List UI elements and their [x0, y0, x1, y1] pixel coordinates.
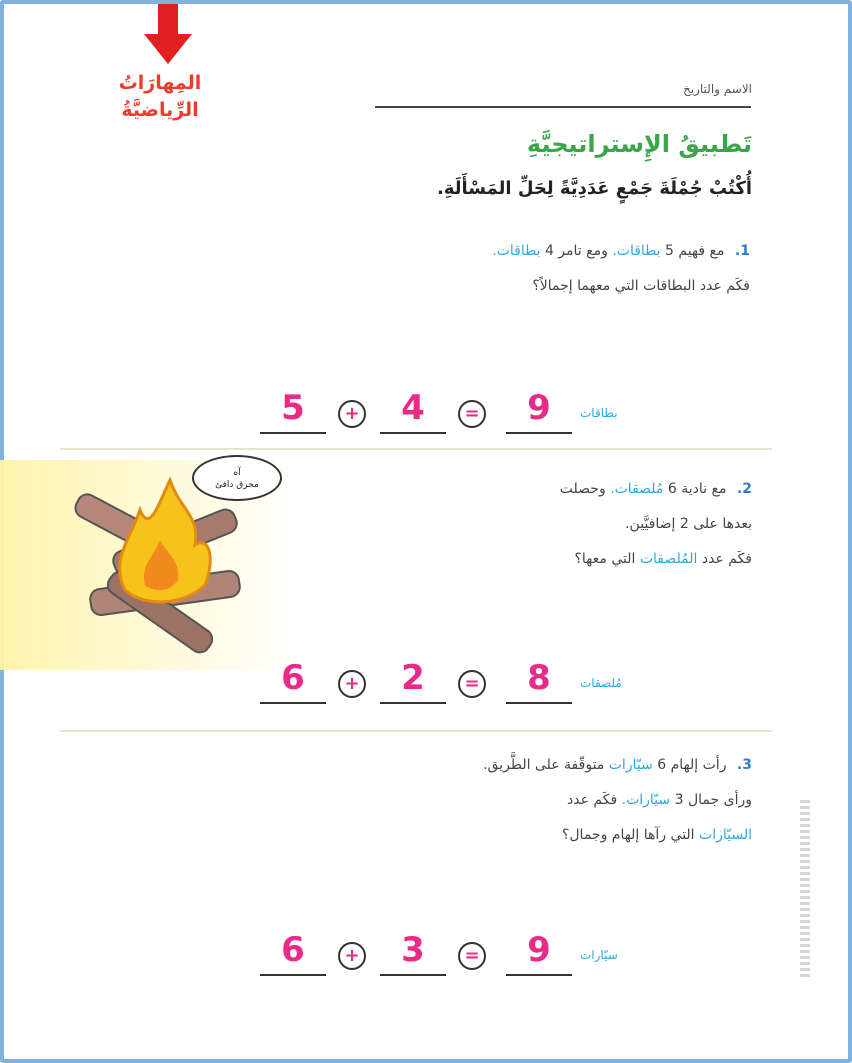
keyword: بطاقات. [612, 243, 661, 259]
plus-sign: + [338, 670, 366, 698]
answer-blank[interactable]: 8 [506, 658, 572, 704]
speech-bubble [192, 455, 282, 501]
keyword: المُلصقات [639, 551, 698, 567]
keyword: بطاقات. [492, 243, 541, 259]
problem-text: وحصلت [559, 481, 606, 497]
problem-3-text [330, 748, 752, 853]
answer-blank[interactable]: 9 [506, 930, 572, 976]
problem-2-text [420, 472, 752, 577]
equation-3 [260, 930, 760, 980]
problem-text: ورأى جمال 3 [674, 792, 752, 808]
problem-text: التي رآها إلهام وجمال؟ [561, 827, 695, 843]
keyword: سيّارات [608, 757, 653, 773]
unit-label: مُلصقات [580, 676, 622, 690]
equals-sign: = [458, 670, 486, 698]
problem-text: مع فهيم 5 [665, 243, 725, 259]
problem-text: رأت إلهام 6 [657, 757, 727, 773]
problem-text: فكَم عدد البطاقات التي معهما إجمالاً؟ [532, 278, 750, 294]
problem-text: فكَم عدد [567, 792, 618, 808]
plus-sign: + [338, 942, 366, 970]
answer-blank[interactable]: 9 [506, 388, 572, 434]
bubble-text: آه [233, 468, 241, 478]
answer-blank[interactable]: 5 [260, 388, 326, 434]
problem-text: مع نادية 6 [667, 481, 727, 497]
equals-sign: = [458, 400, 486, 428]
plus-sign: + [338, 400, 366, 428]
practice-label-line1: المِهارَاتُ [118, 72, 202, 94]
bubble-text: محرق دافئ [215, 480, 259, 490]
problem-number: 3. [736, 757, 752, 773]
equation-1 [260, 388, 760, 438]
problem-1-text [300, 234, 750, 304]
problem-text: بعدها على 2 إضافيَّين. [625, 516, 752, 532]
equals-sign: = [458, 942, 486, 970]
answer-blank[interactable]: 3 [380, 930, 446, 976]
page-title: تَطبيقُ الإِستراتيجيَّةِ [526, 130, 752, 158]
problem-text: فكَم عدد [701, 551, 752, 567]
answer-blank[interactable]: 6 [260, 658, 326, 704]
copyright-sidebar [800, 800, 810, 980]
problem-number: 2. [736, 481, 752, 497]
name-date-label: الاسم والتاريخ [683, 82, 752, 96]
practice-label-line2: الرِّياضيَّةُ [121, 99, 199, 121]
problem-text: التي معها؟ [574, 551, 636, 567]
keyword: السيّارات [699, 827, 752, 843]
problem-number: 1. [734, 243, 750, 259]
problem-text: متوقّفة على الطَّريق. [483, 757, 605, 773]
down-arrow-icon [140, 4, 196, 66]
equation-2 [260, 658, 760, 708]
answer-blank[interactable]: 4 [380, 388, 446, 434]
instruction-text: أُكْتُبْ جُمْلَةَ جَمْعٍ عَدَدِيَّةً لِحَلِّ المَسْأَلَةِ. [437, 178, 752, 199]
keyword: سيّارات. [621, 792, 671, 808]
answer-blank[interactable]: 2 [380, 658, 446, 704]
keyword: مُلصقات. [610, 481, 664, 497]
answer-blank[interactable]: 6 [260, 930, 326, 976]
unit-label: سيّارات [580, 948, 618, 962]
practice-skills-label [90, 70, 230, 124]
unit-label: بطاقات [580, 406, 618, 420]
problem-text: ومع تامر 4 [544, 243, 608, 259]
name-line [375, 106, 751, 108]
section-divider [60, 730, 772, 732]
